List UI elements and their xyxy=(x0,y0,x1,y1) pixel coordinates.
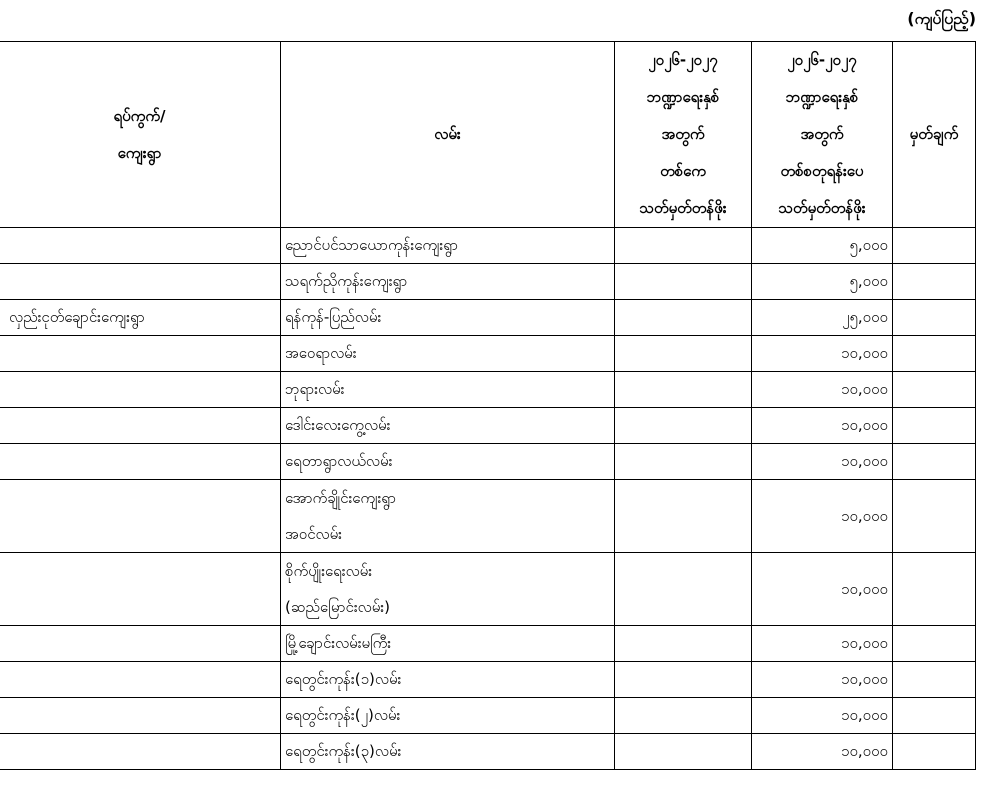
acre-value-cell xyxy=(615,228,752,264)
street-cell xyxy=(281,336,615,372)
header-line: သတ်မှတ်တန်ဖိုး xyxy=(639,199,727,217)
header-street xyxy=(281,42,615,228)
land-value-table xyxy=(0,41,976,770)
street-line: မြို့ချောင်းလမ်းမကြီး xyxy=(285,634,392,652)
table-row xyxy=(0,300,976,336)
street-line: ရန်ကုန်-ပြည်လမ်း xyxy=(285,308,382,326)
ward-cell xyxy=(0,408,281,444)
acre-value-cell xyxy=(615,264,752,300)
street-line: စိုက်ပျိုးရေးလမ်း xyxy=(285,562,373,580)
remark-cell xyxy=(893,626,976,662)
street-cell xyxy=(281,734,615,770)
acre-value-cell xyxy=(615,408,752,444)
table-row xyxy=(0,698,976,734)
sqft-value-cell: ၁၀,၀၀၀ xyxy=(752,626,893,662)
table-row xyxy=(0,408,976,444)
sqft-value-cell: ၁၀,၀၀၀ xyxy=(752,408,893,444)
acre-value-cell xyxy=(615,553,752,626)
street-cell xyxy=(281,444,615,480)
table-body xyxy=(0,228,976,770)
remark-cell xyxy=(893,264,976,300)
ward-cell xyxy=(0,228,281,264)
table-row xyxy=(0,662,976,698)
header-line: ကျေးရွာ xyxy=(117,143,162,162)
header-line: လမ်း xyxy=(434,125,461,143)
street-line: အောက်ချိုင်းကျေးရွာ xyxy=(285,489,397,507)
sqft-value-cell: ၂၅,၀၀၀ xyxy=(752,300,893,336)
acre-value-cell xyxy=(615,698,752,734)
remark-cell xyxy=(893,662,976,698)
remark-cell xyxy=(893,300,976,336)
street-line: အဝင်လမ်း xyxy=(285,525,342,543)
sqft-value-cell: ၅,၀၀၀ xyxy=(752,228,893,264)
header-line: ဘဏ္ဍာရေးနှစ် xyxy=(785,88,859,106)
table-row xyxy=(0,734,976,770)
street-cell xyxy=(281,228,615,264)
remark-cell xyxy=(893,228,976,264)
ward-cell xyxy=(0,336,281,372)
header-row xyxy=(0,42,976,228)
remark-cell xyxy=(893,408,976,444)
street-line: ဒေါင်းလေးကွေ့လမ်း xyxy=(285,416,391,434)
remark-cell xyxy=(893,372,976,408)
ward-cell xyxy=(0,480,281,553)
street-line: (ဆည်မြောင်းလမ်း) xyxy=(285,598,390,616)
street-cell xyxy=(281,480,615,553)
table-row xyxy=(0,480,976,553)
sqft-value-cell: ၁၀,၀၀၀ xyxy=(752,734,893,770)
table-row xyxy=(0,264,976,300)
remark-cell xyxy=(893,480,976,553)
header-acre-value xyxy=(615,42,752,228)
remark-cell xyxy=(893,734,976,770)
acre-value-cell xyxy=(615,626,752,662)
ward-cell xyxy=(0,264,281,300)
header-line: ၂၀၂၆-၂၀၂၇ xyxy=(648,51,718,69)
header-line: သတ်မှတ်တန်ဖိုး xyxy=(778,199,866,217)
header-line: ဘဏ္ဍာရေးနှစ် xyxy=(646,88,720,106)
table-row xyxy=(0,444,976,480)
header-sqft-value xyxy=(752,42,893,228)
sqft-value-cell: ၁၀,၀၀၀ xyxy=(752,336,893,372)
header-remark xyxy=(893,42,976,228)
header-line: ရပ်ကွက်/ xyxy=(113,106,166,125)
ward-cell xyxy=(0,553,281,626)
table-row xyxy=(0,553,976,626)
acre-value-cell xyxy=(615,336,752,372)
remark-cell xyxy=(893,698,976,734)
street-line: သရက်ညိုကုန်းကျေးရွာ xyxy=(285,272,408,290)
street-cell xyxy=(281,372,615,408)
acre-value-cell xyxy=(615,734,752,770)
ward-cell: လှည်းငုတ်ချောင်းကျေးရွာ xyxy=(0,300,281,336)
acre-value-cell xyxy=(615,372,752,408)
street-cell xyxy=(281,698,615,734)
sqft-value-cell: ၁၀,၀၀၀ xyxy=(752,662,893,698)
ward-cell xyxy=(0,698,281,734)
street-cell xyxy=(281,264,615,300)
header-ward xyxy=(0,42,281,228)
sqft-value-cell: ၁၀,၀၀၀ xyxy=(752,480,893,553)
ward-cell xyxy=(0,662,281,698)
sqft-value-cell: ၁၀,၀၀၀ xyxy=(752,698,893,734)
remark-cell xyxy=(893,553,976,626)
unit-label: (ကျပ်ပြည့်) xyxy=(907,9,976,28)
remark-cell xyxy=(893,336,976,372)
table-row xyxy=(0,336,976,372)
header-line: အတွက် xyxy=(800,125,844,143)
street-line: ရေတာရွာလယ်လမ်း xyxy=(285,452,393,470)
acre-value-cell xyxy=(615,300,752,336)
ward-cell xyxy=(0,626,281,662)
header-line: တစ်စတုရန်းပေ xyxy=(780,162,864,180)
table-row xyxy=(0,626,976,662)
street-cell xyxy=(281,408,615,444)
street-line: အဝေရာလမ်း xyxy=(285,344,357,362)
street-line: ဘုရားလမ်း xyxy=(285,380,345,398)
table-row xyxy=(0,372,976,408)
street-cell xyxy=(281,553,615,626)
acre-value-cell xyxy=(615,480,752,553)
acre-value-cell xyxy=(615,662,752,698)
street-cell xyxy=(281,662,615,698)
header-line: တစ်ကေ xyxy=(660,162,706,180)
header-line: မှတ်ချက် xyxy=(909,125,959,143)
street-cell xyxy=(281,626,615,662)
header-line: အတွက် xyxy=(661,125,705,143)
sqft-value-cell: ၅,၀၀၀ xyxy=(752,264,893,300)
street-line: ညောင်ပင်သာယောကုန်းကျေးရွာ xyxy=(285,236,458,254)
street-line: ရေတွင်းကုန်း(၃)လမ်း xyxy=(285,742,402,760)
header-line: ၂၀၂၆-၂၀၂၇ xyxy=(787,51,857,69)
street-line: ရေတွင်းကုန်း(၂)လမ်း xyxy=(285,706,401,724)
ward-cell xyxy=(0,734,281,770)
sqft-value-cell: ၁၀,၀၀၀ xyxy=(752,553,893,626)
ward-cell xyxy=(0,444,281,480)
remark-cell xyxy=(893,444,976,480)
acre-value-cell xyxy=(615,444,752,480)
sqft-value-cell: ၁၀,၀၀၀ xyxy=(752,372,893,408)
sqft-value-cell: ၁၀,၀၀၀ xyxy=(752,444,893,480)
street-line: ရေတွင်းကုန်း(၁)လမ်း xyxy=(285,670,402,688)
table-row xyxy=(0,228,976,264)
street-cell xyxy=(281,300,615,336)
ward-cell xyxy=(0,372,281,408)
